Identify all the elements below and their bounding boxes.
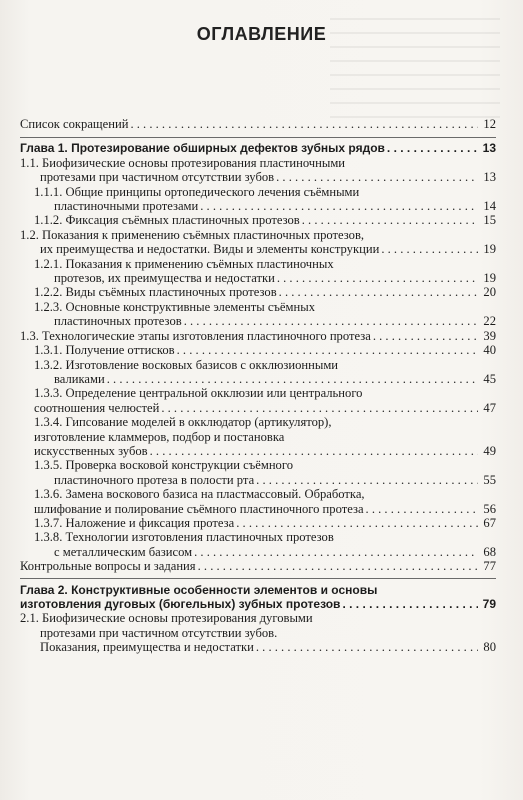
toc-entry-text-cont: протезами при частичном отсутствии зубов. bbox=[40, 625, 278, 640]
toc-entry-text: 1.2.1. Показания к применению съёмных пластиночных bbox=[34, 256, 334, 271]
toc-page-number: 14 bbox=[483, 199, 496, 214]
toc-entry-text: 1.1.1. Общие принципы ортопедического лечения съёмными bbox=[34, 184, 360, 199]
toc-entry-1-3-5[interactable] bbox=[20, 458, 496, 487]
toc-page-number: 15 bbox=[483, 213, 496, 228]
leader-dots bbox=[302, 213, 478, 227]
toc-page-number: 67 bbox=[483, 515, 496, 530]
toc-entry-text: Список сокращений bbox=[20, 117, 129, 131]
toc-entry-1-1-1[interactable] bbox=[20, 185, 496, 214]
toc-entry-1-3-3[interactable] bbox=[20, 386, 496, 415]
toc-entry-text-cont: изготовление кламмеров, подбор и постановка bbox=[34, 429, 285, 444]
leader-dots bbox=[256, 473, 478, 487]
toc-entry-text: 1.1.2. Фиксация съёмных пластиночных протезов bbox=[34, 213, 300, 228]
leader-dots bbox=[276, 170, 478, 184]
toc-entry-1-2-3[interactable] bbox=[20, 300, 496, 329]
toc-page-number: 20 bbox=[483, 285, 496, 300]
toc-entry-text: 1.3.8. Технологии изготовления пластиночных протезов bbox=[34, 530, 334, 545]
toc-page-number: 47 bbox=[483, 400, 496, 415]
toc-entry-text: 1.1. Биофизические основы протезирования пластиночными bbox=[20, 155, 346, 170]
toc-page-number: 40 bbox=[483, 343, 496, 358]
toc-entry-1-2-2[interactable] bbox=[20, 285, 496, 299]
leader-dots bbox=[381, 242, 478, 256]
toc-entry-text: 1.3.1. Получение оттисков bbox=[34, 343, 175, 358]
toc-chapter-2[interactable] bbox=[20, 583, 496, 612]
toc-entry-1-3-6[interactable] bbox=[20, 487, 496, 516]
table-of-contents bbox=[20, 117, 496, 655]
toc-entry-review-questions[interactable] bbox=[20, 559, 496, 573]
toc-entry-text: 2.1. Биофизические основы протезирования дуговыми bbox=[20, 611, 313, 626]
toc-entry-text: 1.3.3. Определение центральной окклюзии или центрального bbox=[34, 386, 363, 401]
page-title: ОГЛАВЛЕНИЕ bbox=[196, 24, 327, 44]
toc-page-number: 79 bbox=[482, 597, 496, 611]
toc-entry-1-3[interactable] bbox=[20, 329, 496, 343]
toc-entry-text: 1.3.2. Изготовление восковых базисов с окклюзионными bbox=[34, 357, 339, 372]
toc-entry-1-2-1[interactable] bbox=[20, 257, 496, 286]
toc-entry-text-cont: пластиночными протезами bbox=[54, 199, 199, 214]
toc-entry-text-cont: пластиночного протеза в полости рта bbox=[54, 472, 255, 487]
section-divider bbox=[20, 137, 496, 138]
toc-entry-1-1[interactable] bbox=[20, 156, 496, 185]
leader-dots bbox=[387, 141, 478, 155]
toc-entry-text: 1.3.6. Замена воскового базиса на пластмассовый. Обработка, bbox=[34, 487, 365, 502]
toc-page-number: 55 bbox=[483, 472, 496, 487]
toc-page-number: 77 bbox=[483, 559, 496, 574]
toc-entry-2-1[interactable] bbox=[20, 611, 496, 654]
toc-page-number: 13 bbox=[482, 141, 496, 156]
toc-entry-1-2[interactable] bbox=[20, 228, 496, 257]
toc-entry-text: Контрольные вопросы и задания bbox=[20, 559, 196, 574]
toc-entry-text: 1.2.2. Виды съёмных пластиночных протезов bbox=[34, 285, 277, 300]
toc-page-number: 80 bbox=[483, 640, 496, 655]
leader-dots bbox=[184, 314, 478, 328]
toc-chapter-1[interactable] bbox=[20, 141, 496, 155]
leader-dots bbox=[236, 516, 478, 530]
toc-entry-1-3-7[interactable] bbox=[20, 516, 496, 530]
toc-page-number: 19 bbox=[483, 242, 496, 257]
toc-entry-text: 1.2. Показания к применению съёмных пластиночных протезов, bbox=[20, 227, 365, 242]
leader-dots bbox=[366, 502, 478, 516]
toc-entry-text-cont: протезами при частичном отсутствии зубов bbox=[40, 170, 275, 185]
toc-entry-text-cont: с металлическим базисом bbox=[54, 544, 193, 559]
toc-entry-text: Глава 1. Протезирование обширных дефектов зубных рядов bbox=[20, 141, 385, 156]
toc-page-number: 56 bbox=[483, 501, 496, 516]
leader-dots bbox=[277, 271, 478, 285]
toc-entry-text: 1.3. Технологические этапы изготовления пластиночного протеза bbox=[20, 328, 371, 343]
toc-entry-1-3-1[interactable] bbox=[20, 343, 496, 357]
toc-entry-1-3-4[interactable] bbox=[20, 415, 496, 458]
toc-entry-1-1-2[interactable] bbox=[20, 213, 496, 227]
toc-entry-1-3-2[interactable] bbox=[20, 358, 496, 387]
leader-dots bbox=[256, 640, 478, 654]
toc-entry-text-cont: соотношения челюстей bbox=[34, 400, 160, 415]
leader-dots bbox=[130, 117, 478, 131]
toc-entry-1-3-8[interactable] bbox=[20, 530, 496, 559]
leader-dots bbox=[194, 545, 478, 559]
toc-entry-text-cont: изготовления дуговых (бюгельных) зубных протезов bbox=[20, 597, 341, 611]
toc-page-number: 12 bbox=[483, 117, 496, 131]
toc-page-number: 13 bbox=[483, 170, 496, 185]
toc-page-number: 49 bbox=[483, 443, 496, 458]
leader-dots bbox=[373, 329, 478, 343]
toc-entry-text: 1.2.3. Основные конструктивные элементы съёмных bbox=[34, 299, 315, 314]
leader-dots bbox=[279, 285, 478, 299]
toc-entry-text: 1.3.4. Гипсование моделей в окклюдатор (артикулятор), bbox=[34, 415, 332, 430]
leader-dots bbox=[150, 444, 478, 458]
leader-dots bbox=[107, 372, 478, 386]
leader-dots bbox=[177, 343, 478, 357]
toc-entry-text-cont: их преимущества и недостатки. Виды и элементы конструкции bbox=[40, 242, 380, 257]
toc-entry-text-cont: валиками bbox=[54, 371, 105, 386]
toc-entry-text-cont: пластиночных протезов bbox=[54, 314, 182, 329]
toc-entry-text-cont: Показания, преимущества и недостатки bbox=[40, 640, 254, 655]
toc-entry-text: 1.3.7. Наложение и фиксация протеза bbox=[34, 515, 235, 530]
toc-page-number: 68 bbox=[483, 544, 496, 559]
toc-entry-text-cont: протезов, их преимущества и недостатки bbox=[54, 271, 275, 286]
leader-dots bbox=[200, 199, 478, 213]
toc-page-number: 22 bbox=[483, 314, 496, 329]
toc-entry-text-cont: шлифование и полирование съёмного пластиночного протеза bbox=[34, 501, 364, 516]
toc-entry-text: 1.3.5. Проверка восковой конструкции съёмного bbox=[34, 458, 294, 473]
toc-entry-abbreviations[interactable] bbox=[20, 117, 496, 131]
toc-page-number: 39 bbox=[483, 328, 496, 343]
section-divider bbox=[20, 578, 496, 579]
toc-page-number: 19 bbox=[483, 271, 496, 286]
toc-entry-text: Глава 2. Конструктивные особенности элементов и основы bbox=[20, 582, 378, 597]
toc-entry-text-cont: искусственных зубов bbox=[34, 443, 148, 458]
toc-page-number: 45 bbox=[483, 371, 496, 386]
leader-dots bbox=[161, 401, 478, 415]
leader-dots bbox=[198, 559, 478, 573]
leader-dots bbox=[342, 597, 478, 611]
